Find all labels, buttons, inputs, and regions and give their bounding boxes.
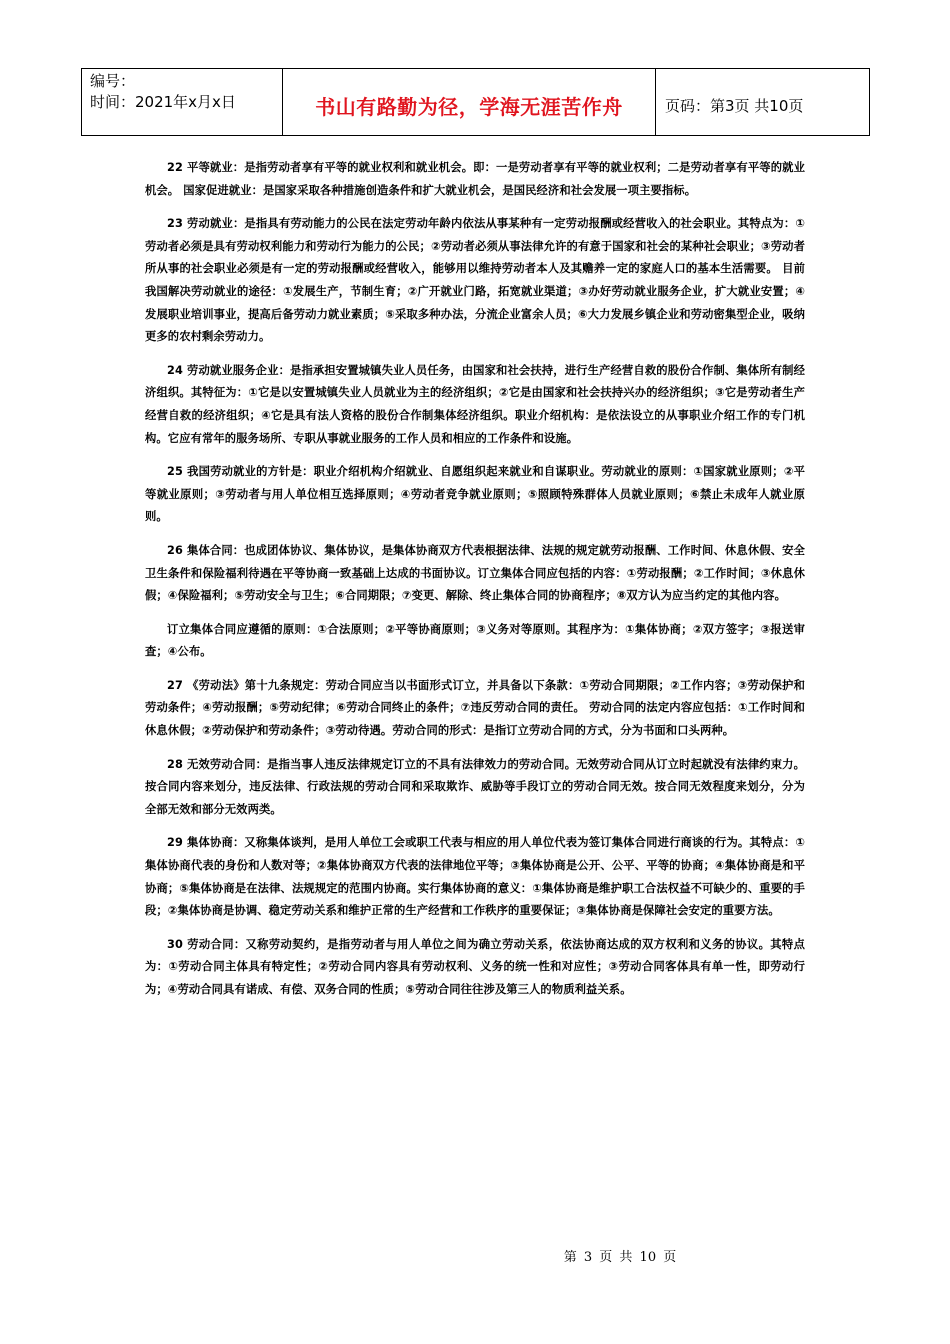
paragraph-28: 28 无效劳动合同：是指当事人违反法律规定订立的不具有法律效力的劳动合同。无效劳动合同从订立时起就没有法律约束力。按合同内容来划分，违反法律、行政法规的劳动合同和采取欺诈、威胁等手段订立的劳动合同无效。按合同无效程度来划分，分为全部无效和部分无效两类。 — [145, 757, 805, 816]
header-page-cell — [656, 69, 869, 135]
header-motto: 书山有路勤为径，学海无涯苦作舟 — [315, 94, 623, 119]
document-date: 时间：2021年x月x日 — [90, 93, 236, 111]
paragraph-30: 30 劳动合同：又称劳动契约，是指劳动者与用人单位之间为确立劳动关系，依法协商达成的双方权利和义务的协议。其特点为：①劳动合同主体具有特定性；②劳动合同内容具有劳动权利、义务的统一性和对应性；③劳动合同客体具有单一性，即劳动行为；④劳动合同具有诺成、有偿、双务合同的性质；⑤劳动合同往往涉及第三人的物质利益关系。 — [145, 937, 805, 996]
paragraph-22: 22 平等就业：是指劳动者享有平等的就业权利和就业机会。即：一是劳动者享有平等的就业权利；二是劳动者享有平等的就业机会。 国家促进就业：是国家采取各种措施创造条件和扩大就业机会，是国民经济和社会发展一项主要指标。 — [145, 161, 805, 197]
paragraph-24: 24 劳动就业服务企业：是指承担安置城镇失业人员任务，由国家和社会扶持，进行生产经营自救的股份合作制、集体所有制经济组织。其特征为：①它是以安置城镇失业人员就业为主的经济组织；②它是由国家和社会扶持兴办的经济组织；③它是劳动者生产经营自救的经济组织；④它是具有法人资格的股份合作制集体经济组织。职业介绍机构：是依法设立的从事职业介绍工作的专门机构。它应有常年的服务场所、专职从事就业服务的工作人员和相应的工作条件和设施。 — [145, 363, 805, 445]
paragraph-25: 25 我国劳动就业的方针是：职业介绍机构介绍就业、自愿组织起来就业和自谋职业。劳动就业的原则：①国家就业原则；②平等就业原则；③劳动者与用人单位相互选择原则；④劳动者竞争就业原则；⑤照顾特殊群体人员就业原则；⑥禁止未成年人就业原则。 — [145, 465, 805, 524]
header-motto-cell — [283, 69, 656, 135]
document-number-label: 编号： — [90, 72, 136, 90]
footer-page-number: 第 3 页 共 10 页 — [563, 1250, 677, 1265]
header-info-cell — [82, 69, 283, 135]
document-body — [145, 157, 805, 1013]
paragraph-27: 27 《劳动法》第十九条规定：劳动合同应当以书面形式订立，并具备以下条款：①劳动合同期限；②工作内容；③劳动保护和劳动条件；④劳动报酬；⑤劳动纪律；⑥劳动合同终止的条件；⑦违反劳动合同的责任。 劳动合同的法定内容应包括：①工作时间和休息休假；②劳动保护和劳动条件；③劳动待遇。劳动合同的形式：是指订立劳动合同的方式，分为书面和口头两种。 — [145, 678, 805, 738]
paragraph-29: 29 集体协商：又称集体谈判，是用人单位工会或职工代表与相应的用人单位代表为签订集体合同进行商谈的行为。其特点：①集体协商代表的身份和人数对等；②集体协商双方代表的法律地位平等；③集体协商是公开、公平、平等的协商；④集体协商是和平协商；⑤集体协商是在法律、法规规定的范围内协商。实行集体协商的意义：①集体协商是维护职工合法权益不可缺少的、重要的手段；②集体协商是协调、稳定劳动关系和维护正常的生产经营和工作秩序的重要保证；③集体协商是保障社会安定的重要方法。 — [145, 836, 805, 918]
paragraph-23: 23 劳动就业：是指具有劳动能力的公民在法定劳动年龄内依法从事某种有一定劳动报酬或经营收入的社会职业。其特点为：①劳动者必须是具有劳动权利能力和劳动行为能力的公民；②劳动者必须从事法律允许的有意于国家和社会的某种社会职业；③劳动者所从事的社会职业必须是有一定的劳动报酬或经营收入，能够用以维持劳动者本人及其赡养一定的家庭人口的基本生活需要。 目前我国解决劳动就业的途径：①发展生产，节制生育；②广开就业门路，拓宽就业渠道；③办好劳动就业服务企业，扩大就业安置；④发展职业培训事业，提高后备劳动力就业素质；⑤采取多种办法，分流企业富余人员；⑥大力发展乡镇企业和劳动密集型企业，吸纳更多的农村剩余劳动力。 — [145, 217, 805, 344]
paragraph-26-principles: 订立集体合同应遵循的原则：①合法原则；②平等协商原则；③义务对等原则。其程序为：①集体协商；②双方签字；③报送审查；④公布。 — [145, 622, 805, 659]
page-footer — [0, 1246, 950, 1265]
paragraph-26: 26 集体合同：也成团体协议、集体协议，是集体协商双方代表根据法律、法规的规定就劳动报酬、工作时间、休息休假、安全卫生条件和保险福利待遇在平等协商一致基础上达成的书面协议。订立集体合同应包括的内容：①劳动报酬；②工作时间；③休息休假；④保险福利；⑤劳动安全与卫生；⑥合同期限；⑦变更、解除、终止集体合同的协商程序；⑧双方认为应当约定的其他内容。 — [145, 543, 805, 603]
page-header — [81, 68, 870, 136]
header-page-number: 页码：第3页 共10页 — [665, 96, 804, 115]
